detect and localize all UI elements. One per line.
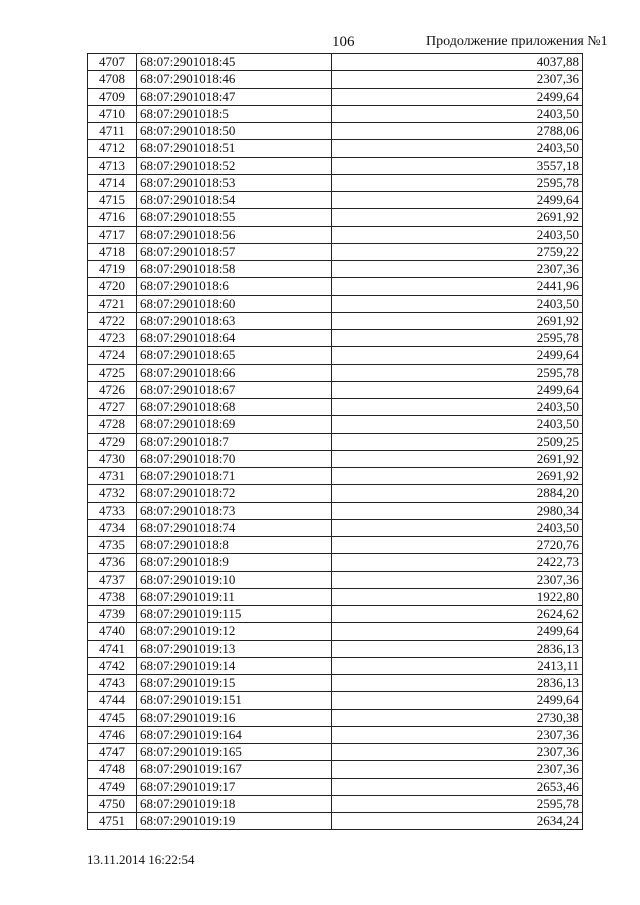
table-row (88, 261, 583, 278)
table-row (88, 571, 583, 588)
registry-table (87, 53, 583, 830)
page-number: 106 (332, 34, 355, 50)
table-row (88, 295, 583, 312)
value-cell: 2307,36 (332, 71, 583, 88)
row-number-cell: 4721 (88, 295, 137, 312)
row-number-cell: 4730 (88, 450, 137, 467)
value-cell: 2691,92 (332, 450, 583, 467)
cadastral-number-cell: 68:07:2901018:65 (137, 347, 332, 364)
cadastral-number-cell: 68:07:2901018:74 (137, 519, 332, 536)
cadastral-number-cell: 68:07:2901018:63 (137, 312, 332, 329)
cadastral-number-cell: 68:07:2901018:54 (137, 192, 332, 209)
cadastral-number-cell: 68:07:2901019:17 (137, 778, 332, 795)
table-row (88, 243, 583, 260)
cadastral-number-cell: 68:07:2901018:46 (137, 71, 332, 88)
value-cell: 2884,20 (332, 485, 583, 502)
table-row (88, 88, 583, 105)
row-number-cell: 4711 (88, 123, 137, 140)
table-row (88, 433, 583, 450)
cadastral-number-cell: 68:07:2901018:66 (137, 364, 332, 381)
table-row (88, 778, 583, 795)
value-cell: 2403,50 (332, 140, 583, 157)
table-row (88, 537, 583, 554)
header-note: Продолжение приложения №1 (426, 34, 608, 49)
table-row (88, 71, 583, 88)
cadastral-number-cell: 68:07:2901019:18 (137, 795, 332, 812)
table-row (88, 588, 583, 605)
value-cell: 2634,24 (332, 813, 583, 830)
row-number-cell: 4748 (88, 761, 137, 778)
table-row (88, 813, 583, 830)
cadastral-number-cell: 68:07:2901018:7 (137, 433, 332, 450)
value-cell: 2403,50 (332, 105, 583, 122)
table-row (88, 485, 583, 502)
cadastral-number-cell: 68:07:2901019:165 (137, 744, 332, 761)
table-row (88, 606, 583, 623)
cadastral-number-cell: 68:07:2901018:69 (137, 416, 332, 433)
value-cell: 2624,62 (332, 606, 583, 623)
table-row (88, 675, 583, 692)
value-cell: 2441,96 (332, 278, 583, 295)
row-number-cell: 4744 (88, 692, 137, 709)
cadastral-number-cell: 68:07:2901018:55 (137, 209, 332, 226)
cadastral-number-cell: 68:07:2901018:60 (137, 295, 332, 312)
value-cell: 2307,36 (332, 726, 583, 743)
cadastral-number-cell: 68:07:2901019:15 (137, 675, 332, 692)
row-number-cell: 4729 (88, 433, 137, 450)
cadastral-number-cell: 68:07:2901018:51 (137, 140, 332, 157)
cadastral-number-cell: 68:07:2901018:6 (137, 278, 332, 295)
row-number-cell: 4714 (88, 174, 137, 191)
value-cell: 2980,34 (332, 502, 583, 519)
table-row (88, 312, 583, 329)
value-cell: 2720,76 (332, 537, 583, 554)
value-cell: 2422,73 (332, 554, 583, 571)
row-number-cell: 4717 (88, 226, 137, 243)
table-row (88, 54, 583, 71)
table-row (88, 140, 583, 157)
row-number-cell: 4720 (88, 278, 137, 295)
value-cell: 2595,78 (332, 174, 583, 191)
table-row (88, 709, 583, 726)
value-cell: 2691,92 (332, 209, 583, 226)
row-number-cell: 4713 (88, 157, 137, 174)
row-number-cell: 4723 (88, 330, 137, 347)
value-cell: 2413,11 (332, 657, 583, 674)
row-number-cell: 4734 (88, 519, 137, 536)
table-row (88, 468, 583, 485)
table-row (88, 364, 583, 381)
row-number-cell: 4709 (88, 88, 137, 105)
table-row (88, 726, 583, 743)
cadastral-number-cell: 68:07:2901018:50 (137, 123, 332, 140)
value-cell: 2595,78 (332, 330, 583, 347)
table-row (88, 450, 583, 467)
value-cell: 2499,64 (332, 692, 583, 709)
row-number-cell: 4742 (88, 657, 137, 674)
table-row (88, 692, 583, 709)
value-cell: 2595,78 (332, 364, 583, 381)
table-row (88, 157, 583, 174)
row-number-cell: 4741 (88, 640, 137, 657)
row-number-cell: 4743 (88, 675, 137, 692)
table-row (88, 278, 583, 295)
row-number-cell: 4724 (88, 347, 137, 364)
value-cell: 2730,38 (332, 709, 583, 726)
cadastral-number-cell: 68:07:2901018:9 (137, 554, 332, 571)
row-number-cell: 4740 (88, 623, 137, 640)
value-cell: 2653,46 (332, 778, 583, 795)
row-number-cell: 4719 (88, 261, 137, 278)
row-number-cell: 4746 (88, 726, 137, 743)
cadastral-number-cell: 68:07:2901018:52 (137, 157, 332, 174)
value-cell: 2691,92 (332, 312, 583, 329)
value-cell: 4037,88 (332, 54, 583, 71)
cadastral-number-cell: 68:07:2901018:57 (137, 243, 332, 260)
value-cell: 2403,50 (332, 295, 583, 312)
row-number-cell: 4712 (88, 140, 137, 157)
cadastral-number-cell: 68:07:2901018:56 (137, 226, 332, 243)
table-row (88, 795, 583, 812)
value-cell: 2307,36 (332, 744, 583, 761)
cadastral-number-cell: 68:07:2901019:115 (137, 606, 332, 623)
cadastral-number-cell: 68:07:2901019:167 (137, 761, 332, 778)
cadastral-number-cell: 68:07:2901018:47 (137, 88, 332, 105)
value-cell: 2307,36 (332, 261, 583, 278)
value-cell: 2499,64 (332, 192, 583, 209)
row-number-cell: 4736 (88, 554, 137, 571)
table-row (88, 105, 583, 122)
table-row (88, 554, 583, 571)
cadastral-number-cell: 68:07:2901018:8 (137, 537, 332, 554)
cadastral-number-cell: 68:07:2901018:70 (137, 450, 332, 467)
value-cell: 2759,22 (332, 243, 583, 260)
value-cell: 2499,64 (332, 623, 583, 640)
table-row (88, 623, 583, 640)
value-cell: 2403,50 (332, 416, 583, 433)
cadastral-number-cell: 68:07:2901018:72 (137, 485, 332, 502)
cadastral-number-cell: 68:07:2901018:58 (137, 261, 332, 278)
row-number-cell: 4750 (88, 795, 137, 812)
cadastral-number-cell: 68:07:2901019:13 (137, 640, 332, 657)
table-row (88, 192, 583, 209)
row-number-cell: 4751 (88, 813, 137, 830)
table-row (88, 330, 583, 347)
value-cell: 1922,80 (332, 588, 583, 605)
value-cell: 2788,06 (332, 123, 583, 140)
value-cell: 2509,25 (332, 433, 583, 450)
cadastral-number-cell: 68:07:2901019:16 (137, 709, 332, 726)
value-cell: 2499,64 (332, 347, 583, 364)
row-number-cell: 4716 (88, 209, 137, 226)
table-row (88, 399, 583, 416)
row-number-cell: 4722 (88, 312, 137, 329)
table-row (88, 416, 583, 433)
row-number-cell: 4725 (88, 364, 137, 381)
value-cell: 2307,36 (332, 761, 583, 778)
table-body (88, 54, 583, 830)
cadastral-number-cell: 68:07:2901019:14 (137, 657, 332, 674)
row-number-cell: 4747 (88, 744, 137, 761)
table-row (88, 657, 583, 674)
row-number-cell: 4738 (88, 588, 137, 605)
table-row (88, 381, 583, 398)
value-cell: 2403,50 (332, 226, 583, 243)
cadastral-number-cell: 68:07:2901019:151 (137, 692, 332, 709)
row-number-cell: 4731 (88, 468, 137, 485)
row-number-cell: 4715 (88, 192, 137, 209)
value-cell: 2403,50 (332, 399, 583, 416)
cadastral-number-cell: 68:07:2901018:68 (137, 399, 332, 416)
row-number-cell: 4726 (88, 381, 137, 398)
value-cell: 2307,36 (332, 571, 583, 588)
row-number-cell: 4739 (88, 606, 137, 623)
table-row (88, 519, 583, 536)
row-number-cell: 4727 (88, 399, 137, 416)
table-row (88, 502, 583, 519)
cadastral-number-cell: 68:07:2901019:19 (137, 813, 332, 830)
value-cell: 2499,64 (332, 381, 583, 398)
row-number-cell: 4710 (88, 105, 137, 122)
table-row (88, 174, 583, 191)
row-number-cell: 4737 (88, 571, 137, 588)
cadastral-number-cell: 68:07:2901018:73 (137, 502, 332, 519)
cadastral-number-cell: 68:07:2901018:45 (137, 54, 332, 71)
row-number-cell: 4728 (88, 416, 137, 433)
row-number-cell: 4732 (88, 485, 137, 502)
cadastral-number-cell: 68:07:2901018:5 (137, 105, 332, 122)
value-cell: 2836,13 (332, 675, 583, 692)
cadastral-number-cell: 68:07:2901018:53 (137, 174, 332, 191)
table-row (88, 123, 583, 140)
row-number-cell: 4749 (88, 778, 137, 795)
cadastral-number-cell: 68:07:2901019:11 (137, 588, 332, 605)
cadastral-number-cell: 68:07:2901019:10 (137, 571, 332, 588)
table-row (88, 761, 583, 778)
row-number-cell: 4733 (88, 502, 137, 519)
cadastral-number-cell: 68:07:2901018:67 (137, 381, 332, 398)
row-number-cell: 4718 (88, 243, 137, 260)
table-row (88, 744, 583, 761)
table-row (88, 209, 583, 226)
row-number-cell: 4707 (88, 54, 137, 71)
value-cell: 3557,18 (332, 157, 583, 174)
cadastral-number-cell: 68:07:2901018:71 (137, 468, 332, 485)
value-cell: 2403,50 (332, 519, 583, 536)
row-number-cell: 4708 (88, 71, 137, 88)
table-row (88, 226, 583, 243)
table-row (88, 347, 583, 364)
table-row (88, 640, 583, 657)
value-cell: 2836,13 (332, 640, 583, 657)
value-cell: 2691,92 (332, 468, 583, 485)
row-number-cell: 4735 (88, 537, 137, 554)
cadastral-number-cell: 68:07:2901019:12 (137, 623, 332, 640)
print-timestamp: 13.11.2014 16:22:54 (87, 852, 195, 867)
row-number-cell: 4745 (88, 709, 137, 726)
value-cell: 2499,64 (332, 88, 583, 105)
value-cell: 2595,78 (332, 795, 583, 812)
cadastral-number-cell: 68:07:2901019:164 (137, 726, 332, 743)
cadastral-number-cell: 68:07:2901018:64 (137, 330, 332, 347)
